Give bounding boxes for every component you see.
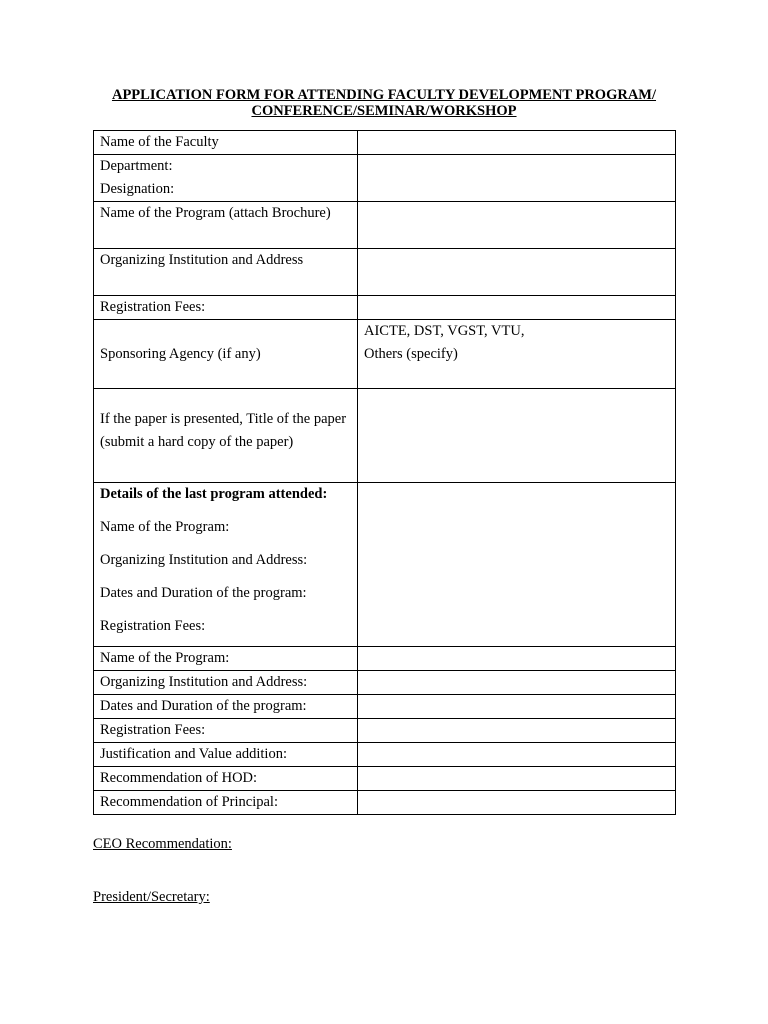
president-secretary-label: President/Secretary: [93, 889, 210, 905]
last-program-organizing-label: Organizing Institution and Address: [100, 552, 308, 568]
label-department-designation [94, 155, 358, 202]
field-department-designation[interactable] [358, 155, 676, 202]
field-hod-recommendation[interactable] [358, 767, 676, 791]
label-detail-dates: Dates and Duration of the program: [94, 695, 358, 719]
row-department-designation [94, 155, 676, 202]
field-program-name[interactable] [358, 202, 676, 249]
label-detail-organizing: Organizing Institution and Address: [94, 671, 358, 695]
row-hod-recommendation [94, 767, 676, 791]
last-program-dates-label: Dates and Duration of the program: [100, 585, 307, 601]
row-detail-dates [94, 695, 676, 719]
label-principal-recommendation: Recommendation of Principal: [94, 791, 358, 815]
field-detail-fees[interactable] [358, 719, 676, 743]
label-paper-hard-copy: (submit a hard copy of the paper) [100, 434, 294, 450]
row-program-name [94, 202, 676, 249]
label-paper-title: If the paper is presented, Title of the paper [100, 411, 347, 427]
ceo-recommendation-label: CEO Recommendation: [93, 836, 232, 852]
field-last-program[interactable] [358, 483, 676, 647]
application-form-table [93, 130, 676, 815]
row-registration-fees [94, 296, 676, 320]
field-registration-fees[interactable] [358, 296, 676, 320]
field-faculty-name[interactable] [358, 131, 676, 155]
last-program-fees-label: Registration Fees: [100, 618, 206, 634]
field-organizing-institution[interactable] [358, 249, 676, 296]
row-paper-title [94, 389, 676, 483]
field-detail-dates[interactable] [358, 695, 676, 719]
field-principal-recommendation[interactable] [358, 791, 676, 815]
row-detail-organizing [94, 671, 676, 695]
field-detail-organizing[interactable] [358, 671, 676, 695]
label-faculty-name: Name of the Faculty [94, 131, 358, 155]
form-title [93, 87, 675, 119]
row-sponsoring-agency [94, 320, 676, 389]
row-faculty-name [94, 131, 676, 155]
label-program-name: Name of the Program (attach Brochure) [94, 202, 358, 249]
label-paper-title-cell [94, 389, 358, 483]
label-sponsoring-agency: Sponsoring Agency (if any) [100, 346, 261, 362]
label-justification: Justification and Value addition: [94, 743, 358, 767]
field-detail-program-name[interactable] [358, 647, 676, 671]
label-detail-fees: Registration Fees: [94, 719, 358, 743]
field-paper-title[interactable] [358, 389, 676, 483]
row-detail-program-name [94, 647, 676, 671]
form-title-line-1: APPLICATION FORM FOR ATTENDING FACULTY DEVELOPMENT PROGRAM/ [111, 87, 657, 103]
label-detail-program-name: Name of the Program: [94, 647, 358, 671]
sponsor-options-line-2: Others (specify) [364, 346, 458, 362]
label-hod-recommendation: Recommendation of HOD: [94, 767, 358, 791]
last-program-heading: Details of the last program attended: [100, 486, 328, 502]
label-department: Department: [100, 158, 173, 174]
label-organizing-institution: Organizing Institution and Address [94, 249, 358, 296]
field-justification[interactable] [358, 743, 676, 767]
field-sponsoring-agency[interactable] [358, 320, 676, 389]
row-organizing-institution [94, 249, 676, 296]
sponsor-options-line-1: AICTE, DST, VGST, VTU, [364, 323, 525, 339]
row-detail-fees [94, 719, 676, 743]
row-justification [94, 743, 676, 767]
last-program-name-label: Name of the Program: [100, 519, 230, 535]
row-last-program [94, 483, 676, 647]
label-last-program-cell [94, 483, 358, 647]
label-designation: Designation: [100, 181, 175, 197]
form-title-line-2: CONFERENCE/SEMINAR/WORKSHOP [251, 103, 517, 119]
row-principal-recommendation [94, 791, 676, 815]
label-registration-fees: Registration Fees: [94, 296, 358, 320]
label-sponsoring-agency-cell [94, 320, 358, 389]
